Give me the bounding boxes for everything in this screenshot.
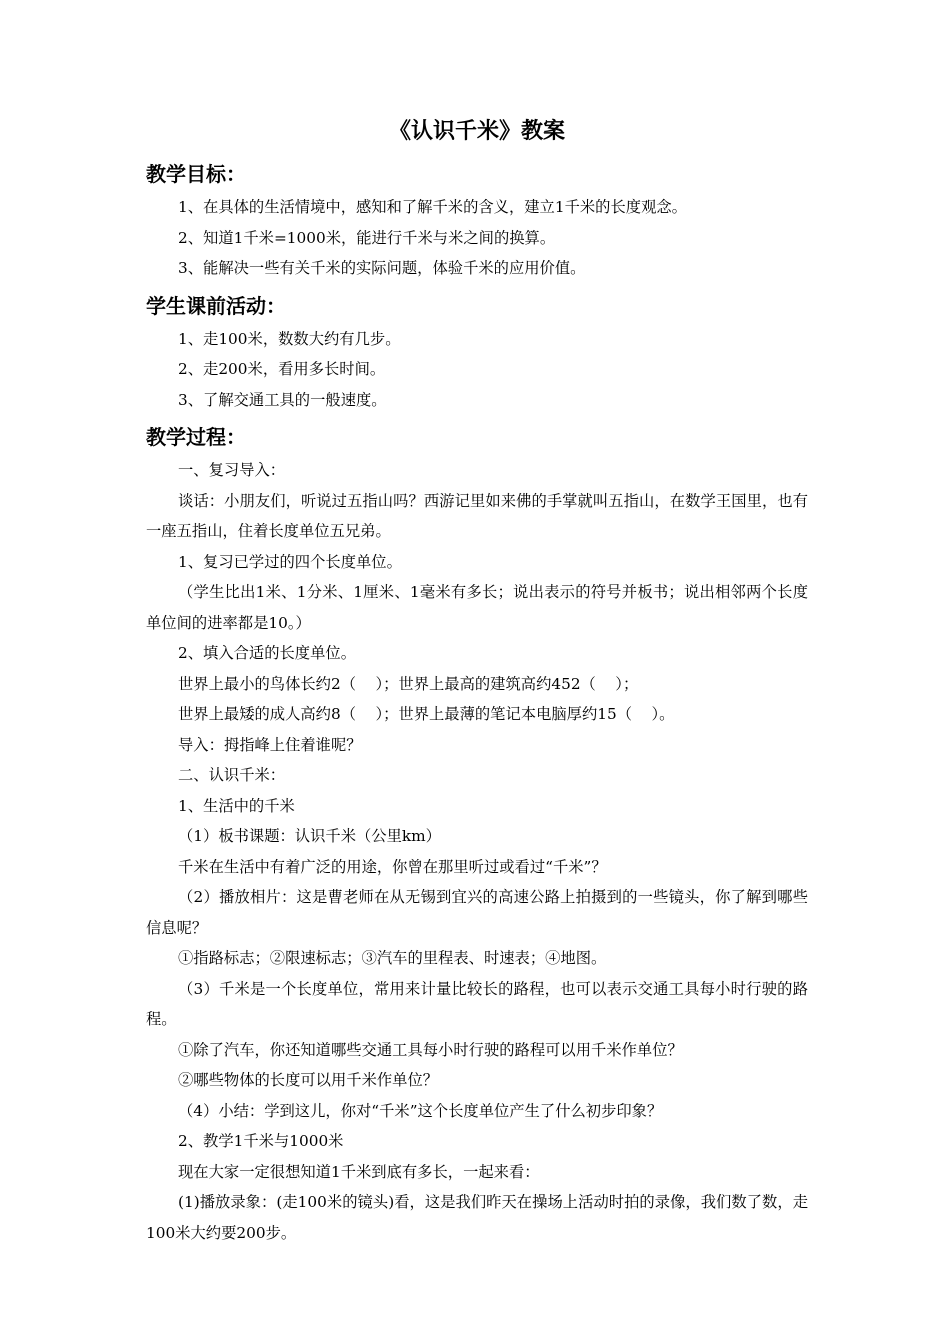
paragraph: ①指路标志；②限速标志；③汽车的里程表、时速表；④地图。 — [178, 949, 607, 967]
section-heading: 学生课前活动： — [146, 293, 286, 318]
paragraph: 现在大家一定很想知道1千米到底有多长，一起来看： — [178, 1162, 540, 1181]
paragraph: 2、知道1千米=1000米，能进行千米与米之间的换算。 — [178, 228, 556, 247]
paragraph: 2、教学1千米与1000米 — [178, 1132, 344, 1150]
paragraph: 1、在具体的生活情境中，感知和了解千米的含义，建立1千米的长度观念。 — [178, 198, 687, 216]
paragraph: （4）小结：学到这儿，你对“千米”这个长度单位产生了什么初步印象？ — [178, 1101, 663, 1120]
paragraph: 一、复习导入： — [178, 461, 286, 479]
paragraph: 世界上最矮的成人高约8（ ）；世界上最薄的笔记本电脑厚约15（ ）。 — [178, 705, 675, 723]
paragraph: 3、了解交通工具的一般速度。 — [178, 390, 387, 409]
paragraph: 谈话：小朋友们，听说过五指山吗？西游记里如来佛的手掌就叫五指山，在数学王国里，也有一座五指山，住着长度单位五兄弟。 — [146, 491, 808, 540]
paragraph: ①除了汽车，你还知道哪些交通工具每小时行驶的路程可以用千米作单位？ — [178, 1040, 683, 1059]
paragraph: （1）板书课题：认识千米（公里km） — [178, 827, 441, 845]
paragraph: 世界上最小的鸟体长约2（ ）；世界上最高的建筑高约452（ ）； — [178, 674, 639, 693]
paragraph: 1、复习已学过的四个长度单位。 — [178, 552, 402, 571]
section-teaching-process — [146, 421, 808, 1248]
paragraph: 1、生活中的千米 — [178, 796, 295, 815]
paragraph: （2）播放相片：这是曹老师在从无锡到宜兴的高速公路上拍摄到的一些镜头，你了解到哪些信息呢？ — [146, 888, 808, 937]
paragraph: 导入：拇指峰上住着谁呢？ — [178, 735, 362, 754]
section-heading: 教学过程： — [146, 425, 246, 449]
paragraph: 1、走100米，数数大约有几步。 — [178, 329, 401, 348]
paragraph: 2、走200米，看用多长时间。 — [178, 360, 386, 378]
section-heading: 教学目标： — [146, 162, 246, 186]
section-teaching-goals — [146, 158, 808, 284]
paragraph: ②哪些物体的长度可以用千米作单位？ — [178, 1071, 439, 1089]
paragraph: 千米在生活中有着广泛的用途，你曾在那里听过或看过“千米”？ — [178, 857, 607, 876]
paragraph: （学生比出1米、1分米、1厘米、1毫米有多长；说出表示的符号并板书；说出相邻两个长度单位间的进率都是10。） — [146, 583, 808, 632]
paragraph: 3、能解决一些有关千米的实际问题，体验千米的应用价值。 — [178, 259, 586, 277]
section-pre-class-activities — [146, 290, 808, 416]
paragraph: 二、认识千米： — [178, 766, 286, 784]
paragraph: (1)播放录象：(走100米的镜头)看，这是我们昨天在操场上活动时拍的录像，我们数了数，走100米大约要200步。 — [146, 1193, 808, 1242]
paragraph: （3）千米是一个长度单位，常用来计量比较长的路程，也可以表示交通工具每小时行驶的路程。 — [146, 979, 808, 1028]
document-title: 《认识千米》教案 — [388, 119, 565, 144]
paragraph: 2、填入合适的长度单位。 — [178, 644, 356, 662]
